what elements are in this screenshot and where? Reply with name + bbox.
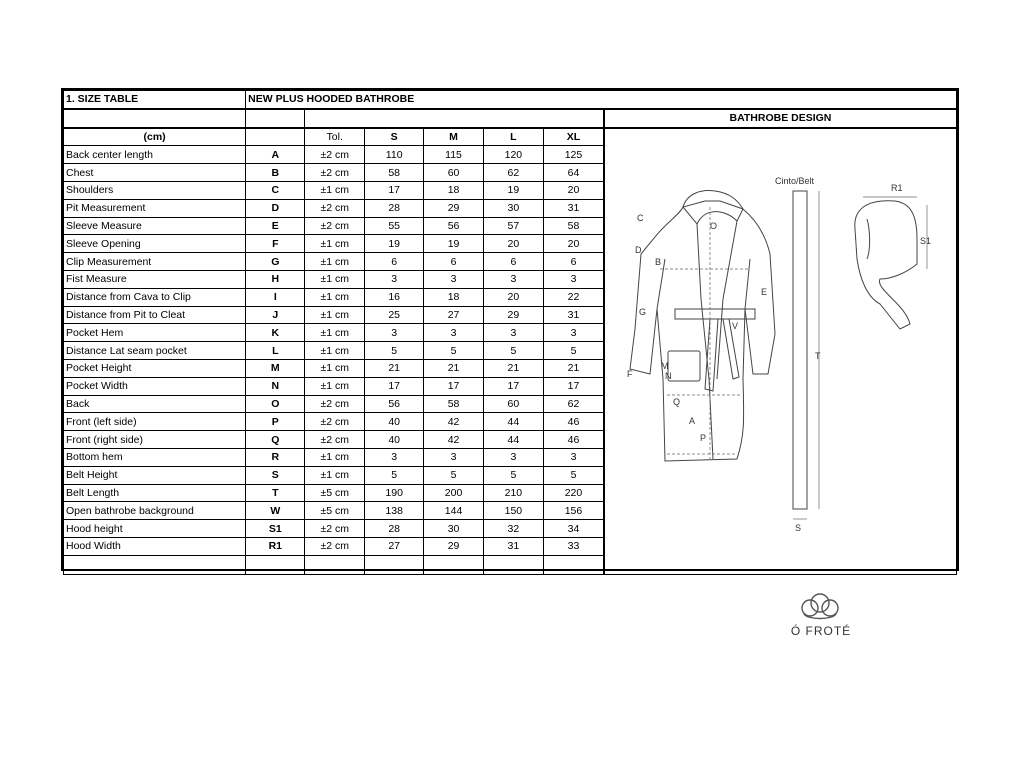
measurement-code: O xyxy=(246,395,305,413)
measurement-code: A xyxy=(246,146,305,164)
value-l: 150 xyxy=(483,502,543,520)
value-m: 18 xyxy=(424,288,483,306)
measurement-code: L xyxy=(246,342,305,360)
label-v: V xyxy=(731,320,738,331)
lapel-line xyxy=(697,224,713,459)
value-m: 3 xyxy=(424,448,483,466)
blank-cell xyxy=(246,128,305,146)
value-s: 5 xyxy=(365,342,424,360)
belt-wrap xyxy=(675,309,755,319)
measurement-code: J xyxy=(246,306,305,324)
value-l: 20 xyxy=(483,288,543,306)
value-m: 60 xyxy=(424,164,483,182)
measurement-name: Hood Width xyxy=(64,537,246,555)
tolerance-value: ±2 cm xyxy=(305,520,365,538)
value-l: 21 xyxy=(483,359,543,377)
measurement-name: Fist Measure xyxy=(64,270,246,288)
value-m: 56 xyxy=(424,217,483,235)
tolerance-value: ±2 cm xyxy=(305,199,365,217)
value-xl: 3 xyxy=(544,448,604,466)
value-s: 58 xyxy=(365,164,424,182)
value-l: 6 xyxy=(483,253,543,271)
blank-cell xyxy=(246,555,305,574)
value-m: 144 xyxy=(424,502,483,520)
value-xl: 34 xyxy=(544,520,604,538)
bathrobe-diagram xyxy=(605,129,956,569)
unit-header: (cm) xyxy=(64,128,246,146)
size-header-m: M xyxy=(424,128,483,146)
blank-cell xyxy=(305,109,604,128)
value-xl: 6 xyxy=(544,253,604,271)
label-r1: R1 xyxy=(890,182,903,193)
robe-outline xyxy=(630,201,775,461)
value-s: 3 xyxy=(365,270,424,288)
measurement-name: Sleeve Measure xyxy=(64,217,246,235)
tolerance-value: ±1 cm xyxy=(305,466,365,484)
value-l: 30 xyxy=(483,199,543,217)
measurement-name: Belt Length xyxy=(64,484,246,502)
tolerance-value: ±1 cm xyxy=(305,324,365,342)
tolerance-value: ±2 cm xyxy=(305,395,365,413)
measurement-code: C xyxy=(246,181,305,199)
value-l: 210 xyxy=(483,484,543,502)
value-l: 17 xyxy=(483,377,543,395)
measurement-code: G xyxy=(246,253,305,271)
value-xl: 17 xyxy=(544,377,604,395)
value-m: 18 xyxy=(424,181,483,199)
label-p: P xyxy=(699,432,706,443)
blank-cell xyxy=(64,555,246,574)
measurement-code: M xyxy=(246,359,305,377)
belt-tail xyxy=(705,319,718,391)
measurement-name: Clip Measurement xyxy=(64,253,246,271)
size-header-s: S xyxy=(365,128,424,146)
measurement-name: Sleeve Opening xyxy=(64,235,246,253)
measurement-name: Front (right side) xyxy=(64,431,246,449)
value-s: 28 xyxy=(365,520,424,538)
value-xl: 21 xyxy=(544,359,604,377)
value-s: 17 xyxy=(365,181,424,199)
blank-cell xyxy=(305,555,365,574)
label-d: D xyxy=(634,244,642,255)
value-l: 29 xyxy=(483,306,543,324)
hood-outline xyxy=(683,190,743,223)
label-b: B xyxy=(654,256,661,267)
measurement-name: Front (left side) xyxy=(64,413,246,431)
value-m: 30 xyxy=(424,520,483,538)
value-s: 16 xyxy=(365,288,424,306)
measurement-code: D xyxy=(246,199,305,217)
value-xl: 31 xyxy=(544,306,604,324)
value-s: 25 xyxy=(365,306,424,324)
tolerance-value: ±2 cm xyxy=(305,413,365,431)
tol-header: Tol. xyxy=(305,128,365,146)
value-m: 6 xyxy=(424,253,483,271)
size-table xyxy=(63,90,957,575)
value-xl: 3 xyxy=(544,270,604,288)
label-e: E xyxy=(760,286,767,297)
sleeve-seam-right xyxy=(745,259,750,309)
value-s: 138 xyxy=(365,502,424,520)
value-xl: 156 xyxy=(544,502,604,520)
measurement-name: Open bathrobe background xyxy=(64,502,246,520)
value-l: 5 xyxy=(483,466,543,484)
tolerance-value: ±2 cm xyxy=(305,164,365,182)
value-s: 17 xyxy=(365,377,424,395)
measurement-code: R1 xyxy=(246,537,305,555)
value-s: 3 xyxy=(365,448,424,466)
value-xl: 5 xyxy=(544,342,604,360)
value-xl: 46 xyxy=(544,413,604,431)
value-xl: 20 xyxy=(544,181,604,199)
value-m: 42 xyxy=(424,431,483,449)
measurement-code: S xyxy=(246,466,305,484)
label-g: G xyxy=(638,306,646,317)
pocket xyxy=(668,351,700,381)
value-s: 6 xyxy=(365,253,424,271)
measurement-code: H xyxy=(246,270,305,288)
value-l: 57 xyxy=(483,217,543,235)
value-s: 3 xyxy=(365,324,424,342)
value-m: 21 xyxy=(424,359,483,377)
measurement-code: E xyxy=(246,217,305,235)
value-m: 5 xyxy=(424,342,483,360)
value-s: 21 xyxy=(365,359,424,377)
label-s: S xyxy=(794,522,801,533)
label-f: F xyxy=(626,368,633,379)
value-l: 44 xyxy=(483,431,543,449)
belt-shape xyxy=(793,191,807,509)
tolerance-value: ±1 cm xyxy=(305,359,365,377)
label-a: A xyxy=(688,415,695,426)
value-xl: 5 xyxy=(544,466,604,484)
value-l: 3 xyxy=(483,270,543,288)
measurement-code: T xyxy=(246,484,305,502)
blank-cell xyxy=(246,109,305,128)
size-sheet xyxy=(61,88,959,571)
label-q: Q xyxy=(672,396,680,407)
section-title: 1. SIZE TABLE xyxy=(64,91,246,109)
hood-inner xyxy=(867,219,870,259)
value-s: 110 xyxy=(365,146,424,164)
value-m: 27 xyxy=(424,306,483,324)
value-xl: 46 xyxy=(544,431,604,449)
value-m: 42 xyxy=(424,413,483,431)
label-m: M xyxy=(660,360,669,371)
lapel-line-right xyxy=(717,221,737,379)
tolerance-value: ±1 cm xyxy=(305,377,365,395)
value-m: 29 xyxy=(424,199,483,217)
value-s: 40 xyxy=(365,431,424,449)
measurement-code: N xyxy=(246,377,305,395)
value-m: 5 xyxy=(424,466,483,484)
belt-label: Cinto/Belt xyxy=(774,175,814,186)
value-s: 27 xyxy=(365,537,424,555)
tolerance-value: ±1 cm xyxy=(305,181,365,199)
value-xl: 22 xyxy=(544,288,604,306)
label-c: C xyxy=(636,212,644,223)
value-l: 19 xyxy=(483,181,543,199)
logo-text: Ó FROTÉ xyxy=(790,624,852,638)
value-s: 56 xyxy=(365,395,424,413)
measurement-name: Distance from Cava to Clip xyxy=(64,288,246,306)
size-header-l: L xyxy=(483,128,543,146)
measurement-name: Distance from Pit to Cleat xyxy=(64,306,246,324)
label-s1: S1 xyxy=(919,235,931,246)
measurement-code: S1 xyxy=(246,520,305,538)
tolerance-value: ±1 cm xyxy=(305,270,365,288)
label-t: T xyxy=(814,350,821,361)
blank-cell xyxy=(424,555,483,574)
tolerance-value: ±1 cm xyxy=(305,235,365,253)
tolerance-value: ±1 cm xyxy=(305,306,365,324)
measurement-code: F xyxy=(246,235,305,253)
measurement-name: Back center length xyxy=(64,146,246,164)
tolerance-value: ±2 cm xyxy=(305,146,365,164)
blank-cell xyxy=(64,109,246,128)
value-xl: 220 xyxy=(544,484,604,502)
measurement-code: R xyxy=(246,448,305,466)
design-title: BATHROBE DESIGN xyxy=(604,109,957,128)
tolerance-value: ±1 cm xyxy=(305,448,365,466)
value-s: 55 xyxy=(365,217,424,235)
tolerance-value: ±2 cm xyxy=(305,537,365,555)
value-m: 29 xyxy=(424,537,483,555)
measurement-name: Hood height xyxy=(64,520,246,538)
label-o: O xyxy=(709,220,717,231)
value-l: 31 xyxy=(483,537,543,555)
value-xl: 3 xyxy=(544,324,604,342)
measurement-code: K xyxy=(246,324,305,342)
measurement-name: Pocket Width xyxy=(64,377,246,395)
measurement-code: P xyxy=(246,413,305,431)
blank-cell xyxy=(544,555,604,574)
value-m: 3 xyxy=(424,270,483,288)
value-xl: 33 xyxy=(544,537,604,555)
measurement-name: Pit Measurement xyxy=(64,199,246,217)
measurement-code: Q xyxy=(246,431,305,449)
measurement-code: B xyxy=(246,164,305,182)
measurement-name: Bottom hem xyxy=(64,448,246,466)
value-xl: 58 xyxy=(544,217,604,235)
value-xl: 31 xyxy=(544,199,604,217)
value-s: 190 xyxy=(365,484,424,502)
value-xl: 20 xyxy=(544,235,604,253)
measurement-name: Chest xyxy=(64,164,246,182)
measurement-name: Pocket Height xyxy=(64,359,246,377)
value-l: 120 xyxy=(483,146,543,164)
value-s: 28 xyxy=(365,199,424,217)
size-header-xl: XL xyxy=(544,128,604,146)
value-s: 19 xyxy=(365,235,424,253)
value-l: 20 xyxy=(483,235,543,253)
value-l: 44 xyxy=(483,413,543,431)
measurement-code: I xyxy=(246,288,305,306)
hood-side xyxy=(855,200,917,328)
value-s: 5 xyxy=(365,466,424,484)
value-m: 115 xyxy=(424,146,483,164)
value-m: 58 xyxy=(424,395,483,413)
blank-cell xyxy=(483,555,543,574)
tolerance-value: ±1 cm xyxy=(305,342,365,360)
measurement-name: Pocket Hem xyxy=(64,324,246,342)
product-name: NEW PLUS HOODED BATHROBE xyxy=(246,91,957,109)
tolerance-value: ±1 cm xyxy=(305,288,365,306)
tolerance-value: ±5 cm xyxy=(305,484,365,502)
measurement-name: Belt Height xyxy=(64,466,246,484)
value-m: 19 xyxy=(424,235,483,253)
value-xl: 64 xyxy=(544,164,604,182)
measurement-name: Distance Lat seam pocket xyxy=(64,342,246,360)
measurement-name: Shoulders xyxy=(64,181,246,199)
tolerance-value: ±5 cm xyxy=(305,502,365,520)
value-l: 5 xyxy=(483,342,543,360)
value-xl: 125 xyxy=(544,146,604,164)
tolerance-value: ±2 cm xyxy=(305,431,365,449)
value-m: 17 xyxy=(424,377,483,395)
measurement-code: W xyxy=(246,502,305,520)
value-l: 32 xyxy=(483,520,543,538)
blank-cell xyxy=(365,555,424,574)
value-m: 200 xyxy=(424,484,483,502)
measurement-name: Back xyxy=(64,395,246,413)
tolerance-value: ±1 cm xyxy=(305,253,365,271)
value-l: 62 xyxy=(483,164,543,182)
value-l: 60 xyxy=(483,395,543,413)
value-l: 3 xyxy=(483,324,543,342)
design-area xyxy=(604,128,957,575)
value-m: 3 xyxy=(424,324,483,342)
label-n: N xyxy=(664,370,672,381)
value-xl: 62 xyxy=(544,395,604,413)
tolerance-value: ±2 cm xyxy=(305,217,365,235)
value-s: 40 xyxy=(365,413,424,431)
value-l: 3 xyxy=(483,448,543,466)
